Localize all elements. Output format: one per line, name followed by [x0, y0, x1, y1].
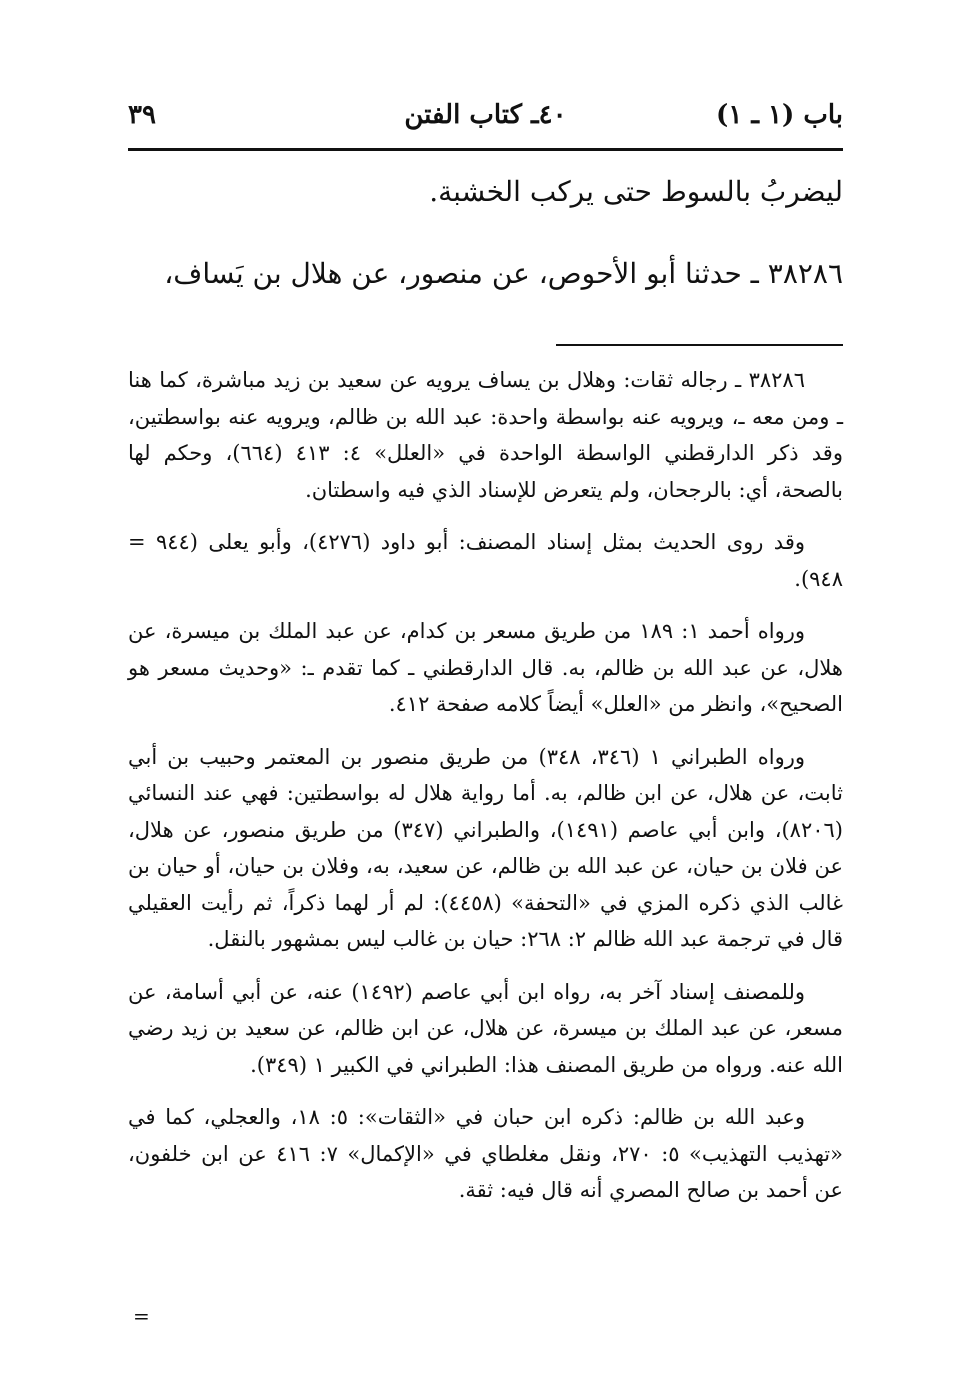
footnote-paragraph: وللمصنف إسناد آخر به، رواه ابن أبي عاصم (١٤٩٢) عنه، عن أبي أسامة، عن مسعر، عن عبد الملك بن ميسرة، عن هلال، عن ابن ظالم، عن سعيد بن زيد رضي الله عنه. ورواه من طريق المصنف هذا: الطبراني في الكبير ١ (٣٤٩).	[128, 979, 843, 1077]
footnote-paragraph: ورواه الطبراني ١ (٣٤٦، ٣٤٨) من طريق منصور بن المعتمر وحبيب بن أبي ثابت، عن هلال، عن ابن ظالم، به. أما رواية هلال له بواسطتين: فهي عند النسائي (٨٢٠٦)، وابن أبي عاصم (١٤٩١)، والطبراني (٣٤٧) من طريق منصور، عن هلال، عن فلان بن حيان، عن عبد الله بن ظالم، عن سعيد، به، وفلان بن حيان، أو حيان بن غالب الذي ذكره المزي في «التحفة» (٤٤٥٨): لم أر لهما ذكراً، ثم رأيت العقيلي قال في ترجمة عبد الله ظالم ٢: ٢٦٨: حيان بن غالب ليس بمشهور بالنقل.	[128, 744, 844, 951]
page-number: ٣٩	[128, 100, 156, 130]
continuation-mark: =	[133, 1304, 150, 1328]
main-text	[128, 165, 843, 329]
footnote-separator	[556, 344, 843, 346]
hadith-paragraph: ٣٨٢٨٦ ـ حدثنا أبو الأحوص، عن منصور، عن هلال بن يَساف،	[164, 257, 843, 290]
header-rule	[128, 148, 843, 151]
footnote-paragraph: ٣٨٢٨٦ ـ رجاله ثقات: وهلال بن يساف يرويه عن سعيد بن زيد مباشرة، كما هنا ـ ومن معه ـ، ويرويه عنه بواسطة واحدة: عبد الله بن ظالم، ويرويه عنه بواسطتين، وقد ذكر الدارقطني الواسطة الواحدة في «العلل» ٤: ٤١٣ (٦٦٤)، وحكم لها بالصحة، أي: بالرجحان، ولم يتعرض للإسناد الذي فيه واسطتان.	[128, 368, 843, 502]
book-title: ٤٠ـ كتاب الفتن	[404, 100, 567, 130]
footnote-paragraph: وقد روى الحديث بمثل إسناد المصنف: أبو داود (٤٢٧٦)، وأبو يعلى (٩٤٤ = ٩٤٨).	[128, 530, 843, 591]
footnotes	[128, 362, 843, 1225]
main-paragraph: ليضربُ بالسوط حتى يركب الخشبة.	[429, 175, 843, 208]
chapter-label: باب (١ ـ ١)	[716, 100, 843, 130]
footnote-paragraph: وعبد الله بن ظالم: ذكره ابن حبان في «الثقات»: ٥: ١٨، والعجلي، كما في «تهذيب التهذيب» ٥: ٢٧٠، ونقل مغلطاي في «الإكمال» ٧: ٤١٦ عن ابن خلفون، عن أحمد بن صالح المصري أنه قال فيه: ثقة.	[128, 1105, 843, 1202]
footnote-paragraph: ورواه أحمد ١: ١٨٩ من طريق مسعر بن كدام، عن عبد الملك بن ميسرة، عن هلال، عن عبد الله بن ظالم، به. قال الدارقطني ـ كما تقدم ـ: «وحديث مسعر هو الصحيح»، وانظر من «العلل» أيضاً كلامه صفحة ٤١٢.	[128, 619, 843, 716]
page-header	[128, 92, 843, 142]
